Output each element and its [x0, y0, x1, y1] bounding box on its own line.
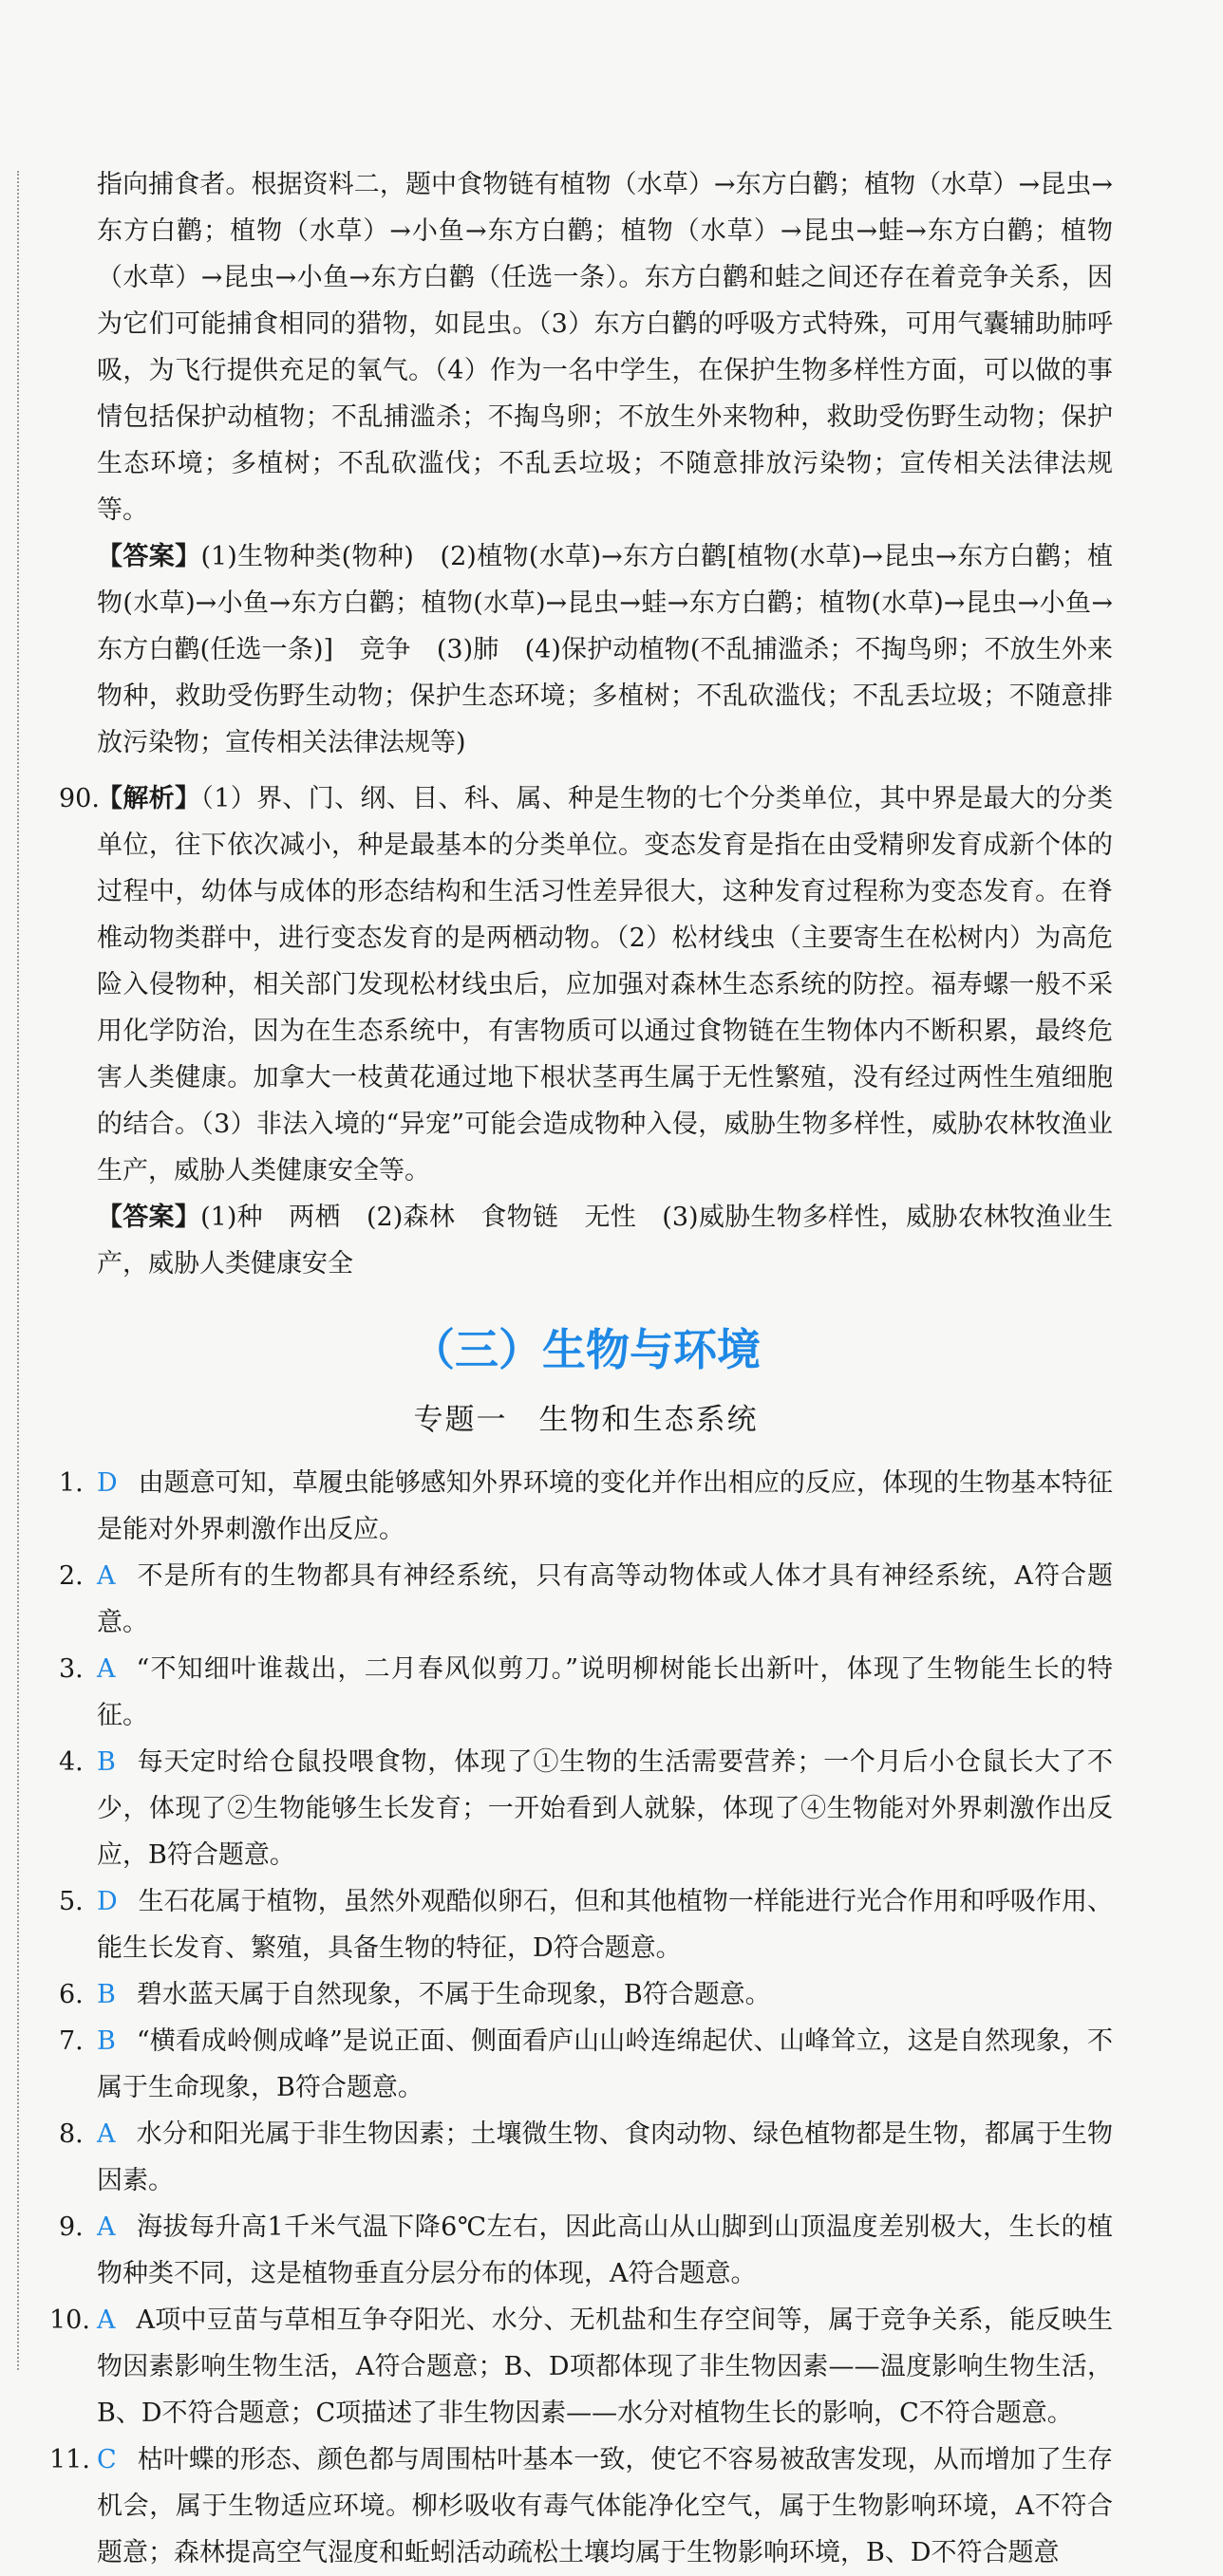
item-answer-letter: C [97, 2445, 117, 2474]
question-90-analysis [59, 775, 1113, 1194]
answer-item [49, 2297, 1113, 2436]
answer-list [49, 1460, 1113, 2576]
answer-item [59, 2018, 1113, 2111]
section-title: （三）生物与环境 [411, 1324, 761, 1375]
answer-item [59, 1971, 1113, 2018]
item-number: 10. [49, 2305, 90, 2335]
item-explanation: “不知细叶谁裁出，二月春风似剪刀。”说明柳树能长出新叶，体现了生物能生长的特征。 [97, 1654, 1113, 1730]
item-number: 6. [59, 1980, 84, 2009]
analysis-text: （1）界、门、纲、目、科、属、种是生物的七个分类单位，其中界是最大的分类单位，往下依次减小，种是最基本的分类单位。变态发育是指在由受精卵发育成新个体的过程中，幼体与成体的形态结构和生活习性差异很大，这种发育过程称为变态发育。在脊椎动物类群中，进行变态发育的是两栖动物。（2）松材线虫（主要寄生在松树内）为高危险入侵物种，相关部门发现松材线虫后，应加强对森林生态系统的防控。福寿螺一般不采用化学防治，因为在生态系统中，有害物质可以通过食物链在生物体内不断积累，最终危害人类健康。加拿大一枝黄花通过地下根状茎再生属于无性繁殖，没有经过两性生殖细胞的结合。（3）非法入境的“异宠”可能会造成物种入侵，威胁生物多样性，威胁农林牧渔业生产，威胁人类健康安全等。 [97, 784, 1113, 1185]
item-answer-letter: A [97, 2212, 116, 2242]
answer-label: 【答案】 [97, 1203, 201, 1232]
analysis-label: 【解析】 [97, 784, 201, 813]
answer-item [59, 1553, 1113, 1646]
item-explanation: 枯叶蝶的形态、颜色都与周围枯叶基本一致，使它不容易被敌害发现，从而增加了生存机会，属于生物适应环境。柳杉吸收有毒气体能净化空气，属于生物影响环境，A不符合题意；森林提高空气湿度和蚯蚓活动疏松土壤均属于生物影响环境，B、D不符合题意 [97, 2445, 1113, 2567]
item-number: 11. [49, 2445, 90, 2474]
item-explanation: 生石花属于植物，虽然外观酷似卵石，但和其他植物一样能进行光合作用和呼吸作用、能生长发育、繁殖，具备生物的特征，D符合题意。 [97, 1887, 1113, 1963]
item-answer-letter: B [97, 1747, 116, 1777]
item-answer-letter: A [97, 1654, 116, 1684]
item-explanation: 不是所有的生物都具有神经系统，只有高等动物体或人体才具有神经系统，A符合题意。 [97, 1561, 1113, 1637]
item-explanation: A项中豆苗与草相互争夺阳光、水分、无机盐和生存空间等，属于竞争关系，能反映生物因素影响生物生活，A符合题意；B、D项都体现了非生物因素——温度影响生物生活，B、D不符合题意；C项描述了非生物因素——水分对植物生长的影响，C不符合题意。 [97, 2305, 1113, 2428]
answer-item [59, 1739, 1113, 1878]
item-explanation: 由题意可知，草履虫能够感知外界环境的变化并作出相应的反应，体现的生物基本特征是能对外界刺激作出反应。 [97, 1468, 1113, 1544]
item-answer-letter: A [97, 2119, 116, 2149]
question-90-answer [59, 1194, 1113, 1287]
answer-text: (1)生物种类(物种) (2)植物(水草)→东方白鹳[植物(水草)→昆虫→东方白鹳；植物(水草)→小鱼→东方白鹳；植物(水草)→昆虫→蛙→东方白鹳；植物(水草)→昆虫→小鱼→东方白鹳(任选一条)] 竞争 (3)肺 (4)保护动植物(不乱捕滥杀；不掏鸟卵；不放生外来物种，救助受伤野生动物；保护生态环境；多植树；不乱砍滥伐；不乱丢垃圾；不随意排放污染物；宣传相关法律法规等) [97, 542, 1113, 757]
question-number: 90. [59, 784, 100, 813]
item-number: 1. [59, 1468, 84, 1498]
item-explanation: 水分和阳光属于非生物因素；土壤微生物、食肉动物、绿色植物都是生物，都属于生物因素。 [97, 2119, 1113, 2195]
answer-item [59, 2111, 1113, 2204]
item-number: 8. [59, 2119, 84, 2149]
item-answer-letter: A [97, 1561, 116, 1591]
prev-answer [59, 533, 1113, 766]
item-number: 9. [59, 2212, 84, 2242]
item-number: 4. [59, 1747, 84, 1777]
item-answer-letter: A [97, 2305, 116, 2335]
answer-item [59, 1460, 1113, 1553]
answer-item [59, 2204, 1113, 2297]
answer-item [59, 1878, 1113, 1971]
item-number: 5. [59, 1887, 84, 1916]
item-explanation: 每天定时给仓鼠投喂食物，体现了①生物的生活需要营养；一个月后小仓鼠长大了不少，体现了②生物能够生长发育；一开始看到人就躲，体现了④生物能对外界刺激作出反应，B符合题意。 [97, 1747, 1113, 1870]
item-number: 2. [59, 1561, 84, 1591]
item-number: 7. [59, 2026, 84, 2056]
item-number: 3. [59, 1654, 84, 1684]
answer-page [49, 161, 1113, 2576]
binding-margin-dotted-line [17, 171, 19, 2370]
item-explanation: “横看成岭侧成峰”是说正面、侧面看庐山山岭连绵起伏、山峰耸立，这是自然现象，不属于生命现象，B符合题意。 [97, 2026, 1113, 2102]
answer-label: 【答案】 [97, 542, 201, 571]
item-answer-letter: B [97, 1980, 116, 2009]
item-explanation: 海拔每升高1千米气温下降6℃左右，因此高山从山脚到山顶温度差别极大，生长的植物种类不同，这是植物垂直分层分布的体现，A符合题意。 [97, 2212, 1113, 2288]
item-answer-letter: D [97, 1887, 118, 1916]
prev-question-continuation: 指向捕食者。根据资料二，题中食物链有植物（水草）→东方白鹳；植物（水草）→昆虫→东方白鹳；植物（水草）→小鱼→东方白鹳；植物（水草）→昆虫→蛙→东方白鹳；植物（水草）→昆虫→小鱼→东方白鹳（任选一条）。东方白鹳和蛙之间还存在着竞争关系，因为它们可能捕食相同的猎物，如昆虫。（3）东方白鹳的呼吸方式特殊，可用气囊辅助肺呼吸，为飞行提供充足的氧气。（4）作为一名中学生，在保护生物多样性方面，可以做的事情包括保护动植物；不乱捕滥杀；不掏鸟卵；不放生外来物种，救助受伤野生动物；保护生态环境；多植树；不乱砍滥伐；不乱丢垃圾；不随意排放污染物；宣传相关法律法规等。 [97, 170, 1113, 525]
answer-text: (1)种 两栖 (2)森林 食物链 无性 (3)威胁生物多样性，威胁农林牧渔业生产，威胁人类健康安全 [97, 1203, 1113, 1279]
topic-title: 专题一 生物和生态系统 [413, 1403, 759, 1437]
item-explanation: 碧水蓝天属于自然现象，不属于生命现象，B符合题意。 [136, 1980, 771, 2009]
answer-item [59, 1646, 1113, 1739]
item-answer-letter: B [97, 2026, 116, 2056]
answer-item [49, 2436, 1113, 2576]
item-answer-letter: D [97, 1468, 118, 1498]
